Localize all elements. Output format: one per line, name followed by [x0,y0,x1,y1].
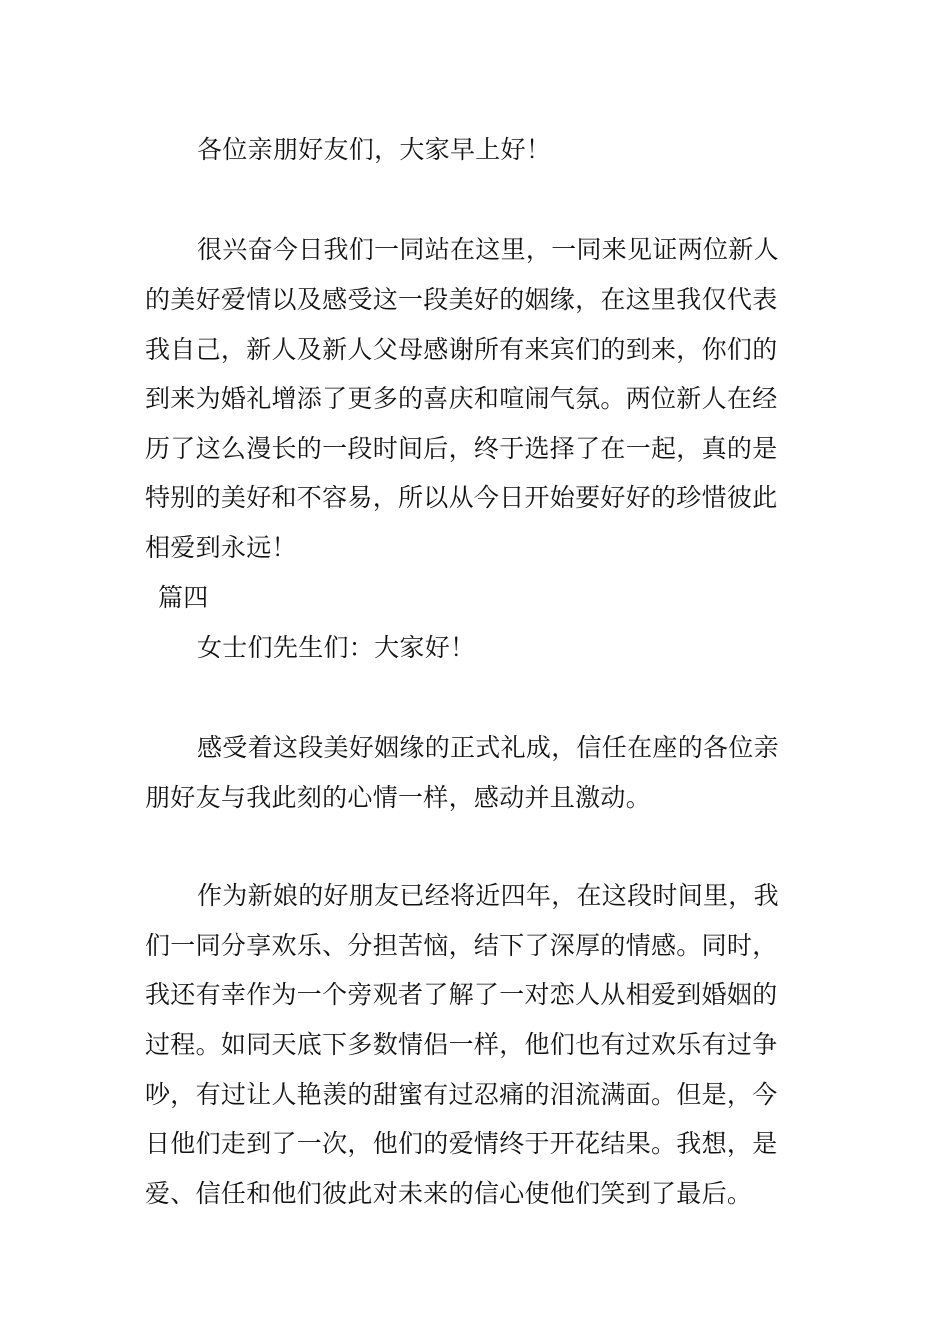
paragraph-1-line: 历了这么漫长的一段时间后，终于选择了在一起，真的是 [145,434,778,463]
paragraph-1-line: 相爱到永远！ [145,533,297,562]
paragraph-3-line: 日他们走到了一次，他们的爱情终于开花结果。我想，是 [145,1129,778,1158]
section-title: 篇四 [158,583,209,612]
paragraph-1-line: 我自己，新人及新人父母感谢所有来宾们的到来，你们的 [145,335,778,364]
paragraph-1-line: 特别的美好和不容易，所以从今日开始要好好的珍惜彼此 [145,483,778,512]
greeting-line: 各位亲朋好友们，大家早上好！ [197,135,552,164]
paragraph-3-line: 吵，有过让人艳羡的甜蜜有过忍痛的泪流满面。但是，今 [145,1080,778,1109]
greeting-line: 女士们先生们：大家好！ [197,633,476,662]
paragraph-3-line: 我还有幸作为一个旁观者了解了一对恋人从相爱到婚姻的 [145,980,778,1009]
paragraph-3-line: 过程。如同天底下多数情侣一样，他们也有过欢乐有过争 [145,1030,778,1059]
paragraph-3-line: 们一同分享欢乐、分担苦恼，结下了深厚的情感。同时， [145,931,778,960]
paragraph-2-line: 朋好友与我此刻的心情一样，感动并且激动。 [145,783,652,812]
paragraph-3-line: 作为新娘的好朋友已经将近四年，在这段时间里，我 [197,881,779,910]
paragraph-2-line: 感受着这段美好姻缘的正式礼成，信任在座的各位亲 [197,733,779,762]
paragraph-1-line: 到来为婚礼增添了更多的喜庆和喧闹气氛。两位新人在经 [145,384,778,413]
paragraph-3-line: 爱、信任和他们彼此对未来的信心使他们笑到了最后。 [145,1179,753,1208]
paragraph-1-line: 的美好爱情以及感受这一段美好的姻缘，在这里我仅代表 [145,285,778,314]
paragraph-1-line: 很兴奋今日我们一同站在这里，一同来见证两位新人 [197,235,779,264]
